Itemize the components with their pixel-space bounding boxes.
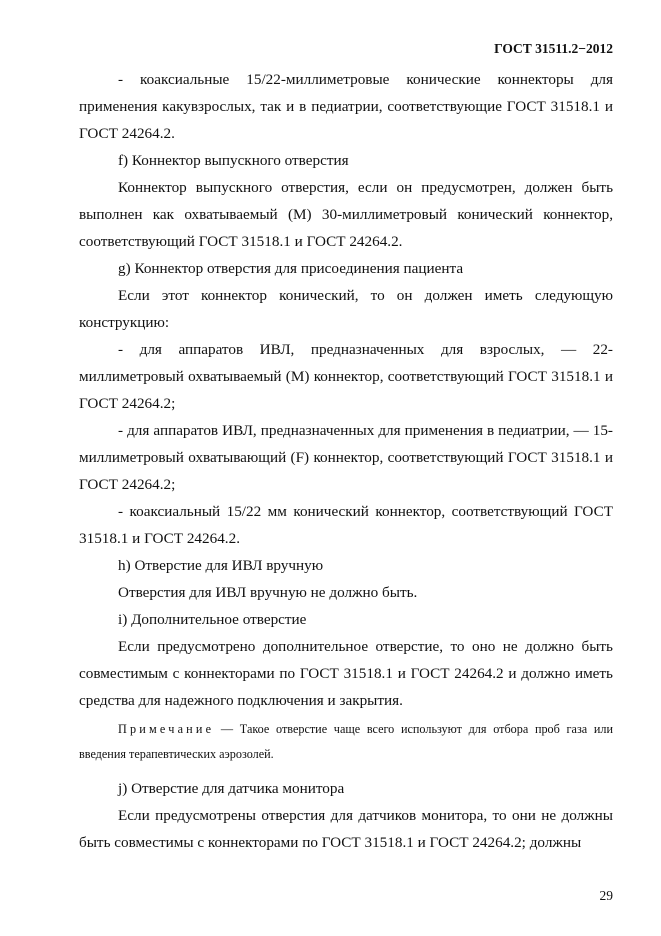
item-i-heading: i) Дополнительное отверстие [118, 611, 307, 628]
document-header: ГОСТ 31511.2−2012 [494, 41, 613, 56]
note-label: Примечание [118, 722, 215, 736]
item-f-body: Коннектор выпускного отверстия, если он предусмотрен, должен быть выполнен как охватываемый (М) 30-миллиметровый конический коннектор, соответствующий ГОСТ 31518.1 и ГОСТ 24264.2. [79, 179, 613, 250]
item-j-heading: j) Отверстие для датчика монитора [118, 780, 345, 797]
item-h-body: Отверстия для ИВЛ вручную не должно быть. [118, 584, 418, 601]
bullet-adults: - для аппаратов ИВЛ, предназначенных для взрослых, — 22-миллиметровый охватываемый (М) коннектор, соответствующий ГОСТ 31518.1 и ГОСТ 24264.2; [79, 341, 613, 412]
item-g-body: Если этот коннектор конический, то он должен иметь следующую конструкцию: [79, 287, 613, 331]
bullet-coaxial: - коаксиальный 15/22 мм конический коннектор, соответствующий ГОСТ 31518.1 и ГОСТ 24264.2. [79, 503, 613, 547]
item-j-body: Если предусмотрены отверстия для датчиков монитора, то они не должны быть совместимы с коннекторами по ГОСТ 31518.1 и ГОСТ 24264.2; должны [79, 807, 613, 851]
item-h-heading: h) Отверстие для ИВЛ вручную [118, 557, 324, 574]
item-i-body: Если предусмотрено дополнительное отверстие, то оно не должно быть совместимым с коннекторами по ГОСТ 31518.1 и ГОСТ 24264.2 и должно иметь средства для надежного подключения и закрытия. [79, 638, 613, 709]
bullet-pediatrics: - для аппаратов ИВЛ, предназначенных для применения в педиатрии, — 15-миллиметровый охватывающий (F) коннектор, соответствующий ГОСТ 31518.1 и ГОСТ 24264.2; [79, 422, 613, 493]
item-f-heading: f) Коннектор выпускного отверстия [118, 152, 349, 169]
item-g-heading: g) Коннектор отверстия для присоединения пациента [118, 260, 464, 277]
page-number: 29 [599, 888, 613, 903]
body-text [79, 66, 613, 856]
bullet-coaxial-connectors: - коаксиальные 15/22-миллиметровые конические коннекторы для применения какувзрослых, так и в педиатрии, соответствующие ГОСТ 31518.1 и ГОСТ 24264.2. [79, 71, 613, 142]
note-text: — Такое отверстие чаще всего используют для отбора проб газа или введения терапевтических аэрозолей. [79, 722, 613, 761]
note [79, 717, 613, 767]
